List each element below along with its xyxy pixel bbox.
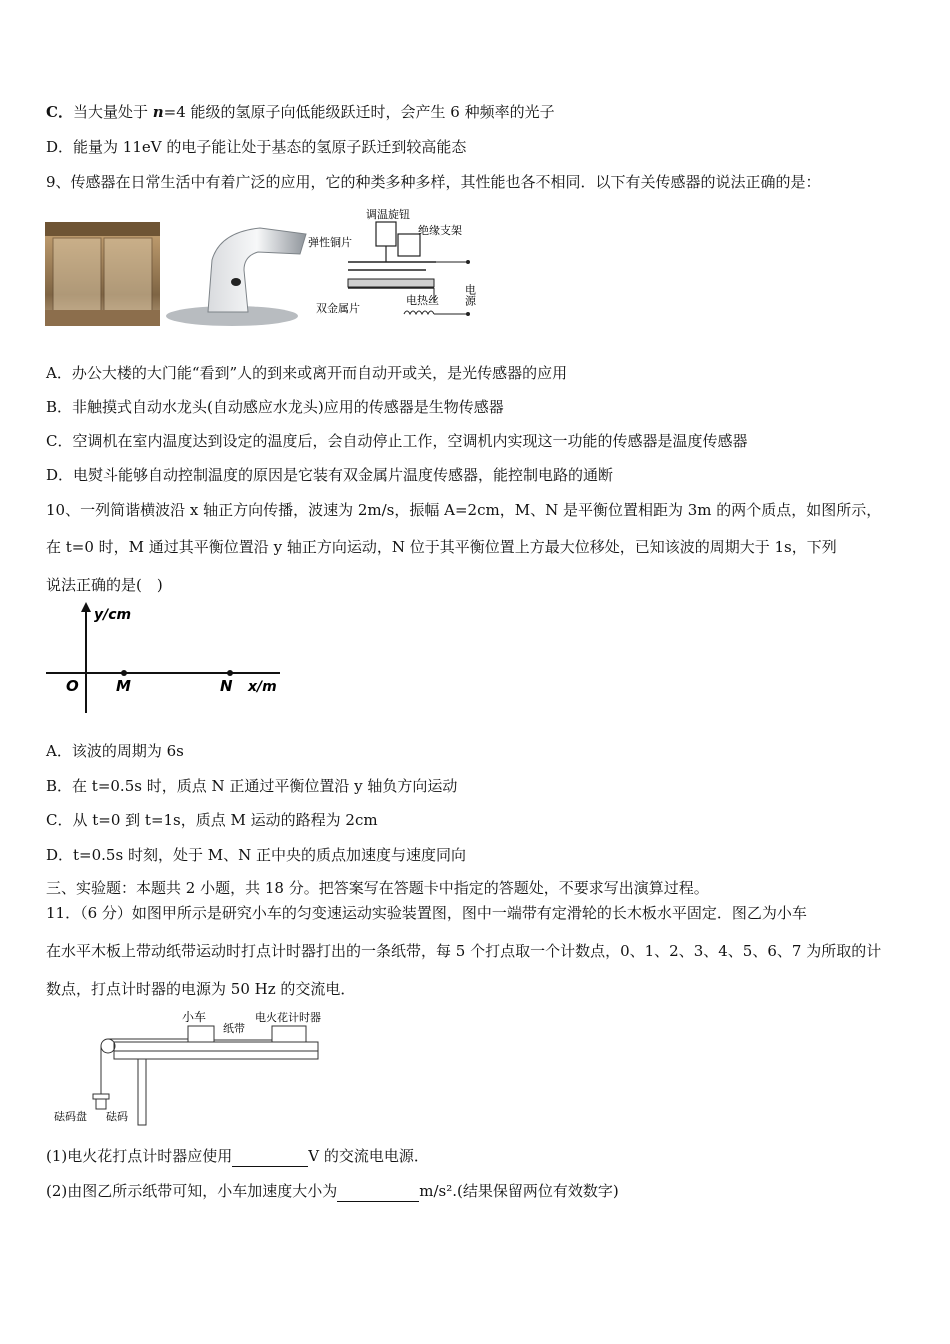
point-m (121, 670, 127, 676)
q10-stem-line3: 说法正确的是( ) (46, 576, 163, 594)
q11-stem-line1: 11．（6 分）如图甲所示是研究小车的匀变速运动实验装置图，图中一端带有定滑轮的长木板水平固定．图乙为小车 (46, 904, 807, 922)
q10-option-c: C．从 t=0 到 t=1s，质点 M 运动的路程为 2cm (46, 811, 378, 829)
glass-door-photo (45, 222, 160, 326)
q10-option-d: D．t=0.5s 时刻，处于 M、N 正中央的质点加速度与速度同向 (46, 846, 466, 864)
svg-text:电源: 电源 (463, 284, 477, 306)
q9-option-b: B．非触摸式自动水龙头(自动感应水龙头)应用的传感器是生物传感器 (46, 398, 504, 416)
apparatus-diagram (50, 1006, 340, 1128)
q8-option-c: C．当大量处于 n=4 能级的氢原子向低能级跃迁时，会产生 6 种频率的光子 (46, 103, 555, 121)
q11-part1: (1)电火花打点计时器应使用 V 的交流电电源． (46, 1147, 429, 1165)
thermostat-diagram (308, 204, 483, 324)
q10-stem-line1: 10、一列简谐横波沿 x 轴正方向传播，波速为 2m/s，振幅 A=2cm，M、N 是平衡位置相距为 3m 的两个质点，如图所示， (46, 501, 882, 519)
y-axis-label: y/cm (94, 607, 132, 623)
label-knob: 调温旋钮 (366, 208, 410, 221)
label-bimetal: 双金属片 (316, 302, 360, 315)
q10-option-b: B．在 t=0.5s 时，质点 N 正通过平衡位置沿 y 轴负方向运动 (46, 777, 458, 795)
n-label: N (220, 677, 233, 695)
label-timer: 电火花计时器 (255, 1011, 321, 1024)
point-n (227, 670, 233, 676)
section-heading: 三、实验题：本题共 2 小题，共 18 分。把答案写在答题卡中指定的答题处，不要求写出演算过程。 (46, 879, 709, 897)
q10-stem-line2: 在 t=0 时，M 通过其平衡位置沿 y 轴正方向运动，N 位于其平衡位置上方最大位移处，已知该波的周期大于 1s，下列 (46, 538, 837, 556)
sensor-faucet-photo (160, 220, 308, 330)
label-cart: 小车 (182, 1010, 207, 1024)
wave-axis-graph (44, 600, 289, 718)
q9-option-a: A．办公大楼的大门能“看到”人的到来或离开而自动开或关，是光传感器的应用 (46, 364, 568, 382)
label-heater: 电热丝 (406, 294, 439, 307)
q11-stem-line3: 数点，打点计时器的电源为 50 Hz 的交流电． (46, 980, 356, 998)
m-label: M (116, 677, 131, 695)
label-spring: 弹性铜片 (308, 236, 352, 249)
origin-label: O (66, 677, 79, 695)
label-support: 绝缘支架 (418, 224, 462, 237)
q11-stem-line2: 在水平木板上带动纸带运动时打点计时器打出的一条纸带，每 5 个打点取一个计数点，0、1、2、3、4、5、6、7 为所取的计 (46, 942, 882, 960)
answer-blank-2[interactable] (337, 1181, 419, 1202)
answer-blank-1[interactable] (232, 1146, 308, 1167)
label-weight: 砝码 (106, 1110, 128, 1123)
q9-option-d: D．电熨斗能够自动控制温度的原因是它装有双金属片温度传感器，能控制电路的通断 (46, 466, 614, 484)
label-pan: 砝码盘 (54, 1110, 87, 1123)
x-axis-label: x/m (248, 679, 277, 695)
q11-part2: (2)由图乙所示纸带可知，小车加速度大小为 m/s².(结果保留两位有效数字) (46, 1182, 619, 1200)
label-tape: 纸带 (223, 1022, 245, 1035)
q10-option-a: A．该波的周期为 6s (46, 742, 184, 760)
q8-option-d: D．能量为 11eV 的电子能让处于基态的氢原子跃迁到较高能态 (46, 138, 467, 156)
label-power (464, 283, 477, 307)
q9-stem: 9、传感器在日常生活中有着广泛的应用，它的种类多种多样，其性能也各不相同．以下有关传感器的说法正确的是： (46, 173, 821, 191)
q9-option-c: C．空调机在室内温度达到设定的温度后，会自动停止工作，空调机内实现这一功能的传感器是温度传感器 (46, 432, 748, 450)
